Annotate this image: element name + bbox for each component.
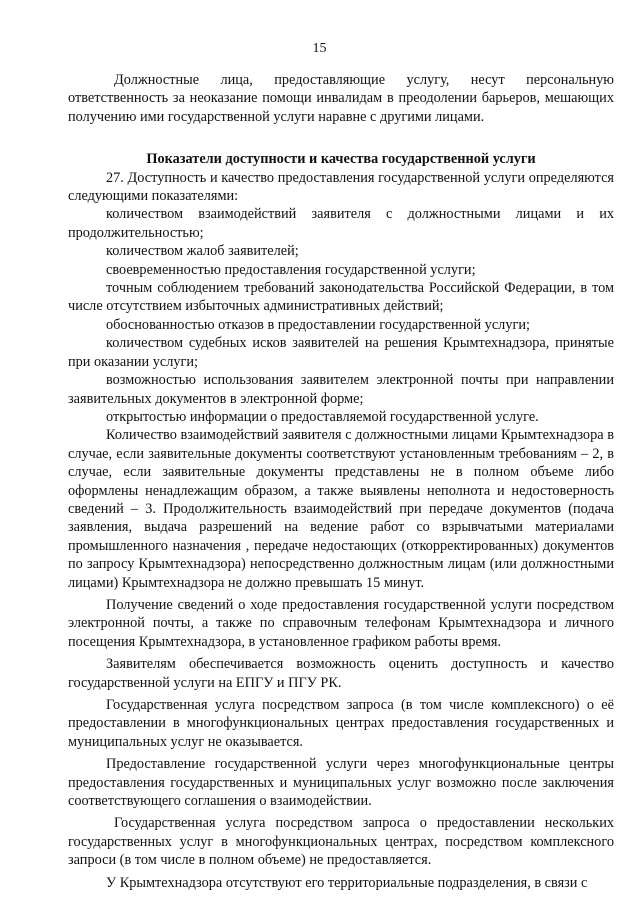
indicator-lawsuits: количеством судебных исков заявителей на решения Крымтехнадзора, принятые при оказании услуги; bbox=[68, 335, 614, 370]
paragraph-territorial-units: У Крымтехнадзора отсутствуют его территориальные подразделения, в связи с bbox=[106, 874, 588, 891]
page-content bbox=[68, 71, 614, 892]
indicator-timeliness: своевременностью предоставления государственной услуги; bbox=[106, 261, 476, 278]
indicator-refusals: обоснованностью отказов в предоставлении государственной услуги; bbox=[106, 316, 530, 333]
indicator-complaints: количеством жалоб заявителей; bbox=[106, 243, 299, 260]
section-heading: Показатели доступности и качества государственной услуги bbox=[146, 151, 536, 168]
paragraph-complex-request: Государственная услуга посредством запроса о предоставлении нескольких государственных услуг в многофункциональных центрах, посредством комплексного запроси (в том числе в полном объеме) не предоставляется. bbox=[68, 815, 614, 869]
paragraph-interaction-count: Количество взаимодействий заявителя с должностными лицами Крымтехнадзора в случае, если заявительные документы соответствуют установленным требованиям – 2, в случае, если заявительные документы представлены не в полном объеме либо оформлены ненадлежащим образом, а также выявлены неполнота и недостоверность сведений – 3. Продолжительность взаимодействий при передаче документов (подача заявления, выдача разрешений на ведение работ со взрывчатыми материалами промышленного назначения , передаче недостающих (откорректированных) документов по запросу Крымтехнадзора) непосредственно должностным лицам (или должностными лицами) Крымтехнадзора не должно превышать 15 минут. bbox=[68, 427, 614, 591]
intro-paragraph: Должностные лица, предоставляющие услугу, несут персональную ответственность за неоказание помощи инвалидам в преодолении барьеров, мешающих получению ими государственной услуги наравне с другими лицами. bbox=[68, 72, 614, 125]
paragraph-status-info: Получение сведений о ходе предоставления государственной услуги посредством электронной почты, а также по справочным телефонам Крымтехнадзора и личного посещения Крымтехнадзора, в установленное графиком работы время. bbox=[68, 596, 614, 650]
indicator-compliance: точным соблюдением требований законодательства Российской Федерации, в том числе отсутствием избыточных административных действий; bbox=[68, 280, 614, 315]
indicator-email: возможностью использования заявителем электронной почты при направлении заявительных документов в электронной форме; bbox=[68, 372, 614, 407]
paragraph-mfc-not-provided: Государственная услуга посредством запроса (в том числе комплексного) о её предоставлении в многофункциональных центрах предоставления государственных и муниципальных услуг не оказывается. bbox=[68, 697, 614, 750]
paragraph-27: 27. Доступность и качество предоставления государственной услуги определяются следующими показателями: bbox=[68, 169, 614, 205]
indicator-interactions: количеством взаимодействий заявителя с должностными лицами и их продолжительностью; bbox=[68, 206, 614, 241]
indicator-openness: открытостью информации о предоставляемой государственной услуге. bbox=[106, 408, 539, 425]
paragraph-mfc-agreement: Предоставление государственной услуги через многофункциональные центры предоставления государственных и муниципальных услуг возможно после заключения соответствующего соглашения о взаимодействии. bbox=[68, 756, 614, 810]
paragraph-evaluation: Заявителям обеспечивается возможность оценить доступность и качество государственной услуги на ЕПГУ и ПГУ РК. bbox=[68, 656, 614, 691]
page-number: 15 bbox=[312, 41, 327, 56]
